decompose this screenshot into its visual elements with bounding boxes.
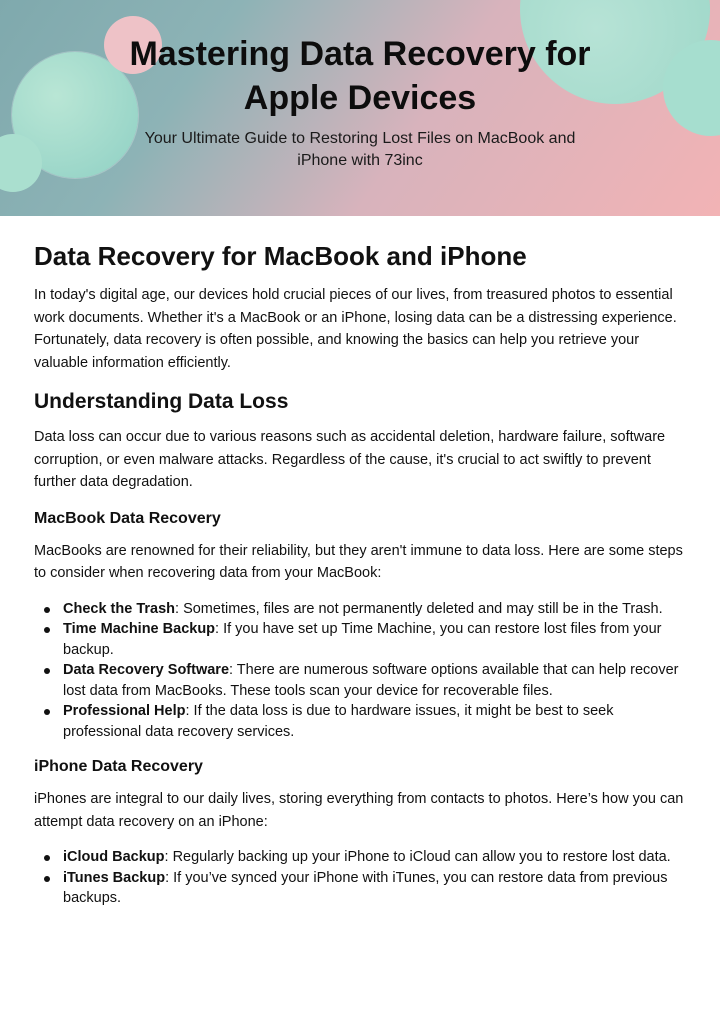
iphone-steps-list [34,847,686,909]
bullet-icon [44,855,50,861]
list-item-term: Data Recovery Software [63,662,230,678]
list-item-term: Check the Trash [63,600,176,617]
article-body [34,216,686,909]
article-heading: Data Recovery for MacBook and iPhone [34,241,527,271]
section-heading-data-loss: Understanding Data Loss [34,390,289,413]
section-heading-iphone: iPhone Data Recovery [34,758,203,775]
list-item-term: Professional Help [63,703,186,719]
iphone-paragraph: iPhones are integral to our daily lives, storing everything from contacts to photos. Here’s how you can attempt data recovery on an iPhone: [34,791,684,830]
list-item-term: iCloud Backup [63,849,165,865]
bullet-icon [44,876,50,882]
section-heading-macbook: MacBook Data Recovery [34,509,221,527]
macbook-paragraph: MacBooks are renowned for their reliability, but they aren't immune to data loss. Here are some steps to consider when recovering data from your MacBook: [34,542,683,581]
banner-subtitle: Your Ultimate Guide to Restoring Lost Files on MacBook and iPhone with 73inc [144,130,576,169]
header-banner [0,0,720,216]
bullet-icon [44,627,50,633]
list-item-term: iTunes Backup [63,869,166,886]
list-item [63,868,686,909]
list-item [63,660,686,701]
bullet-icon [44,709,50,715]
list-item-desc: : If the data loss is due to hardware issues, it might be best to seek professional data recovery services. [63,703,614,740]
intro-paragraph: In today's digital age, our devices hold crucial pieces of our lives, from treasured photos to essential work documents. Whether it's a MacBook or an iPhone, losing data can be a distressing experience. Fortunately, data recovery is often possible, and knowing the basics can help you retrieve your valuable information efficiently. [34,287,677,371]
banner-title-text: Mastering Data Recovery for Apple Devices [129,35,591,117]
list-item-desc: : If you’ve synced your iPhone with iTunes, you can restore data from previous backups. [63,869,668,906]
list-item [63,619,686,660]
banner-title [0,32,720,120]
list-item [63,599,686,620]
list-item-desc: : If you have set up Time Machine, you can restore lost files from your backup. [63,621,662,658]
list-item-term: Time Machine Backup [63,621,216,637]
list-item-desc: : Regularly backing up your iPhone to iCloud can allow you to restore lost data. [164,849,671,865]
list-item-desc: : There are numerous software options available that can help recover lost data from MacBooks. These tools scan your device for recoverable files. [63,662,679,699]
bullet-icon [44,607,50,613]
macbook-steps-list [34,599,686,743]
list-item [63,701,686,742]
list-item-desc: : Sometimes, files are not permanently deleted and may still be in the Trash. [175,600,663,617]
data-loss-paragraph: Data loss can occur due to various reasons such as accidental deletion, hardware failure, software corruption, or even malware attacks. Regardless of the cause, it's crucial to act swiftly to prevent further data degradation. [34,429,666,490]
list-item [63,847,686,868]
bullet-icon [44,668,50,674]
